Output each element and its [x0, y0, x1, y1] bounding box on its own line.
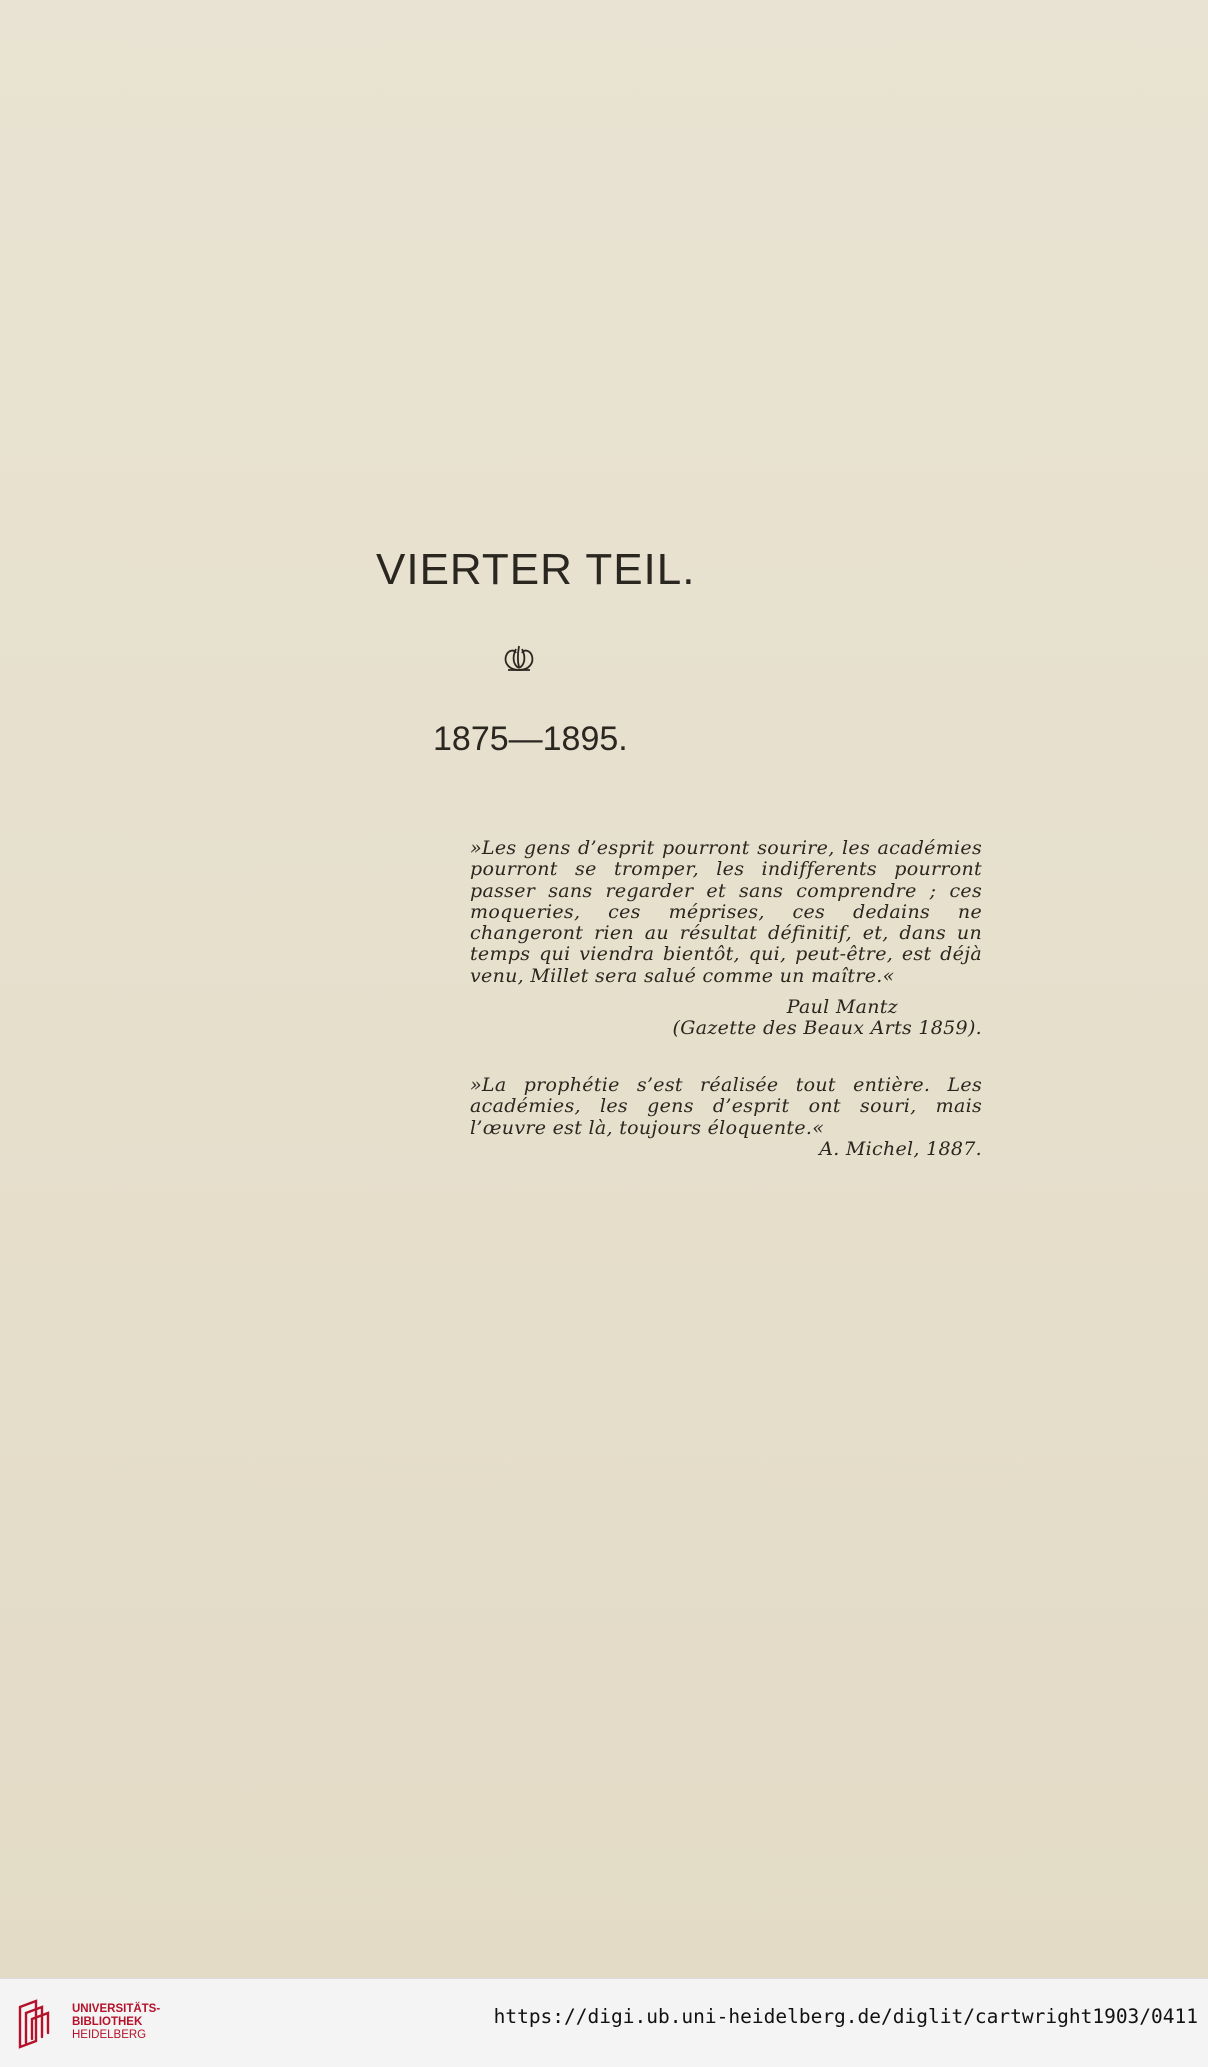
- viewer-footer: [0, 1978, 1208, 2067]
- quote-text: »Les gens d’esprit pourront sourire, les académies pourront se tromper, les indifferents pourront passer sans regarder et sans comprendre ; ces moqueries, ces méprises, ces dedains ne changeront rien au résultat définitif, et, dans un temps qui viendra bientôt, qui, peut-être, est déjà venu, Millet sera salué comme un maître.«: [470, 837, 982, 987]
- library-logo-text[interactable]: [72, 2003, 160, 2042]
- quote-author: Paul Mantz: [786, 996, 898, 1019]
- quote-attribution: A. Michel, 1887.: [819, 1137, 982, 1160]
- university-library-logo-icon[interactable]: [14, 1997, 58, 2053]
- part-heading: VIERTER TEIL.: [376, 545, 696, 594]
- quote-text: »La prophétie s’est réalisée tout entière. Les académies, les gens d’esprit ont souri, mais l’œuvre est là, toujours éloquente.«: [470, 1074, 982, 1139]
- year-range: 1875—1895.: [433, 720, 628, 758]
- quote-block-mantz: [470, 838, 982, 1040]
- logo-line: UNIVERSITÄTS-: [72, 2003, 161, 2015]
- logo-line: BIBLIOTHEK: [72, 2016, 143, 2028]
- logo-line: HEIDELBERG: [72, 2029, 147, 2041]
- quote-block-michel: [470, 1075, 982, 1160]
- quote-source: (Gazette des Beaux Arts 1859).: [672, 1017, 982, 1040]
- permalink-url[interactable]: https://digi.ub.uni-heidelberg.de/diglit/cartwright1903/0411: [493, 2005, 1198, 2028]
- floral-ornament-icon: [500, 643, 538, 673]
